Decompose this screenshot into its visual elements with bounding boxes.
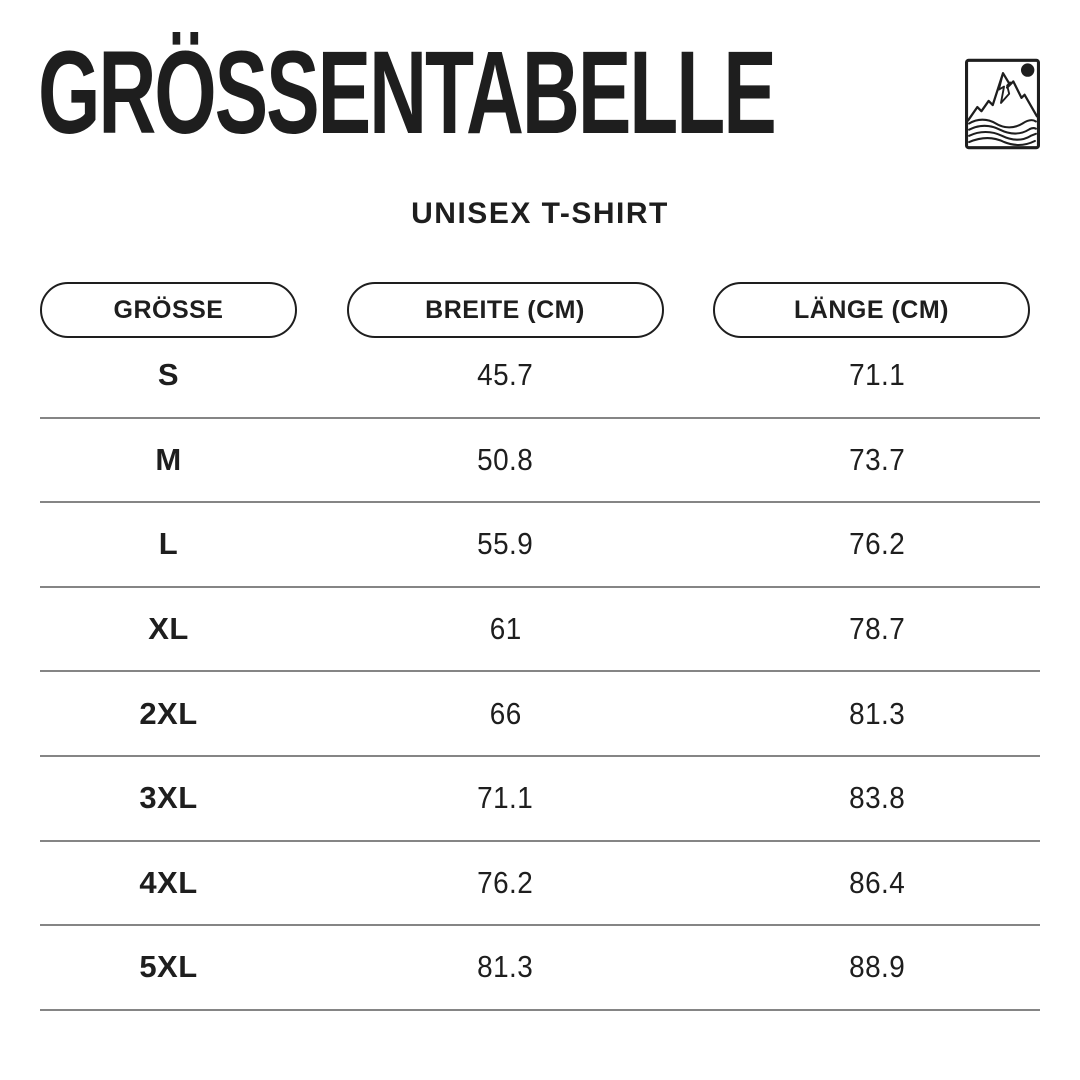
length-value: 86.4 [848,864,906,900]
column-header-laenge: LÄNGE (CM) [713,282,1030,338]
table-row [40,926,1040,1011]
length-value: 76.2 [848,526,906,562]
page-title: GRÖSSENTABELLE [38,27,775,159]
length-value: 73.7 [848,441,906,477]
size-label: M [155,441,182,477]
width-value: 76.2 [477,864,534,900]
table-row [40,503,1040,588]
size-label: 4XL [139,864,198,900]
column-header-groesse: GRÖSSE [40,282,297,338]
size-label: XL [148,611,189,647]
length-value: 81.3 [848,695,906,731]
page-subtitle: UNISEX T-SHIRT [411,197,669,230]
width-value: 71.1 [477,780,534,816]
size-label: 3XL [139,780,198,816]
table-row [40,842,1040,927]
table-row [40,588,1040,673]
size-label: 5XL [139,949,198,985]
column-header-breite: BREITE (CM) [347,282,664,338]
length-value: 83.8 [848,780,906,816]
width-value: 50.8 [477,441,534,477]
width-value: 45.7 [477,357,534,393]
length-value: 71.1 [848,357,906,393]
table-header-row [40,282,1030,338]
table-row [40,419,1040,504]
size-label: L [158,526,179,562]
width-value: 61 [489,611,522,647]
mountain-logo-icon [965,58,1040,150]
table-row [40,672,1040,757]
table-row [40,334,1040,419]
length-value: 78.7 [848,611,906,647]
size-label: 2XL [139,695,198,731]
length-value: 88.9 [848,949,906,985]
table-row [40,757,1040,842]
size-table-body [40,334,1040,1011]
width-value: 81.3 [477,949,534,985]
width-value: 66 [489,695,522,731]
width-value: 55.9 [477,526,534,562]
size-label: S [157,357,180,393]
